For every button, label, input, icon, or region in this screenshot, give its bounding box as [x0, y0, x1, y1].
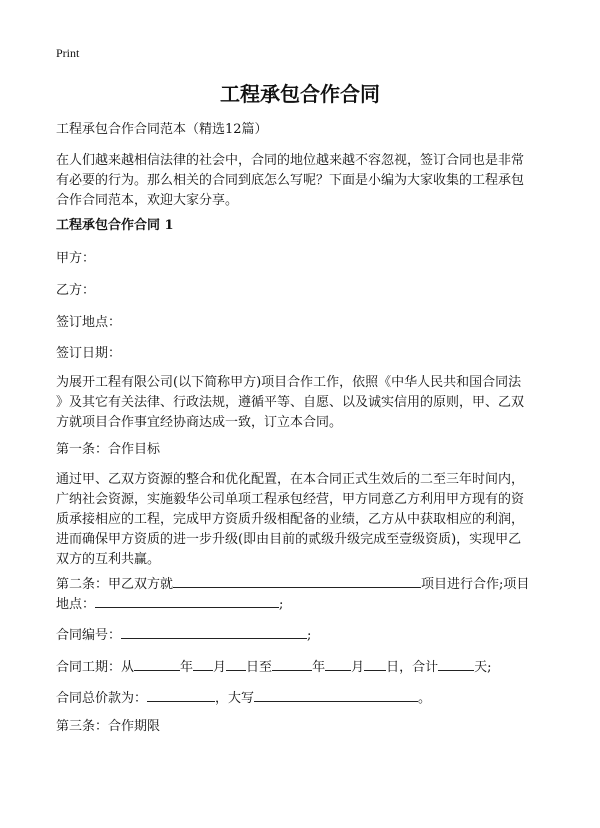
- purpose-line: 为展开工程有限公司(以下简称甲方)项目合作工作，依照《中华人民共和国合同法: [56, 375, 522, 390]
- end-year-blank[interactable]: [272, 656, 312, 671]
- price-upper-label: ，大写: [215, 691, 255, 706]
- section-heading: 工程承包合作合同 1: [56, 218, 174, 233]
- intro-line: 在人们越来越相信法律的社会中，合同的地位越来越不容忽视，签订合同也是非常: [56, 153, 525, 168]
- location-blank[interactable]: [95, 593, 279, 608]
- total-days-blank[interactable]: [438, 656, 474, 671]
- subtitle: 工程承包合作合同范本（精选12篇）: [56, 122, 268, 137]
- goal-paragraph: [56, 470, 550, 570]
- start-month-blank[interactable]: [193, 656, 213, 671]
- purpose-line: 》及其它有关法律、行政法规，遵循平等、自愿、以及诚实信用的原则，甲、乙双: [56, 395, 525, 410]
- goal-line: 通过甲、乙双方资源的整合和优化配置，在本合同正式生效后的二至三年时间内，: [56, 472, 525, 487]
- sign-date-label: 签订日期：: [56, 346, 122, 361]
- goal-line: 进而确保甲方资质的进一步升级(即由目前的贰级升级完成至壹级资质)，实现甲乙: [56, 532, 522, 547]
- intro-line: 合作合同范本，欢迎大家分享。: [56, 193, 239, 208]
- price-upper-blank[interactable]: [254, 687, 418, 702]
- article-2-suffix: 项目进行合作;项目: [421, 577, 530, 592]
- day-to-label: 日至: [246, 660, 273, 675]
- contract-number-blank[interactable]: [121, 624, 307, 639]
- sign-place-label: 签订地点：: [56, 315, 122, 330]
- year-label: 年: [312, 660, 326, 675]
- location-label: 地点：: [56, 597, 96, 612]
- purpose-paragraph: [56, 373, 550, 433]
- start-day-blank[interactable]: [226, 656, 246, 671]
- contract-price-line: [56, 687, 550, 709]
- intro-line: 有必要的行为。那么相关的合同到底怎么写呢？下面是小编为大家收集的工程承包: [56, 173, 525, 188]
- start-year-blank[interactable]: [134, 656, 180, 671]
- location-end: ;: [279, 597, 284, 612]
- location-line: [56, 593, 550, 615]
- contract-period-line: [56, 656, 550, 678]
- contract-number-label: 合同编号：: [56, 628, 122, 643]
- article-3-heading: 第三条：合作期限: [56, 719, 161, 734]
- purpose-line: 方就项目合作事宜经协商达成一致，订立本合同。: [56, 415, 343, 430]
- contract-number-line: [56, 624, 550, 646]
- goal-line: 双方的互利共赢。: [56, 552, 161, 567]
- days-end: 天;: [474, 660, 492, 675]
- period-label: 合同工期：从: [56, 660, 135, 675]
- price-blank[interactable]: [147, 687, 215, 702]
- intro-paragraph: [56, 151, 550, 211]
- price-end: 。: [418, 691, 432, 706]
- party-b-label: 乙方：: [56, 283, 96, 298]
- year-label: 年: [180, 660, 194, 675]
- article-1-heading: 第一条：合作目标: [56, 442, 161, 457]
- article-2-prefix: 第二条：甲乙双方就: [56, 577, 174, 592]
- month-label: 月: [351, 660, 365, 675]
- price-label: 合同总价款为：: [56, 691, 148, 706]
- print-link[interactable]: Print: [56, 46, 80, 60]
- goal-line: 质承接相应的工程，完成甲方资质升级相配备的业绩，乙方从中获取相应的利润，: [56, 512, 525, 527]
- day-total-label: 日，合计: [386, 660, 439, 675]
- party-a-label: 甲方：: [56, 251, 96, 266]
- end-month-blank[interactable]: [325, 656, 351, 671]
- project-blank[interactable]: [173, 573, 421, 588]
- month-label: 月: [213, 660, 227, 675]
- goal-line: 广纳社会资源，实施毅华公司单项工程承包经营，甲方同意乙方利用甲方现有的资: [56, 492, 525, 507]
- article-2-line: [56, 573, 550, 595]
- contract-number-end: ;: [307, 628, 312, 643]
- document-title: 工程承包合作合同: [220, 82, 380, 106]
- end-day-blank[interactable]: [364, 656, 386, 671]
